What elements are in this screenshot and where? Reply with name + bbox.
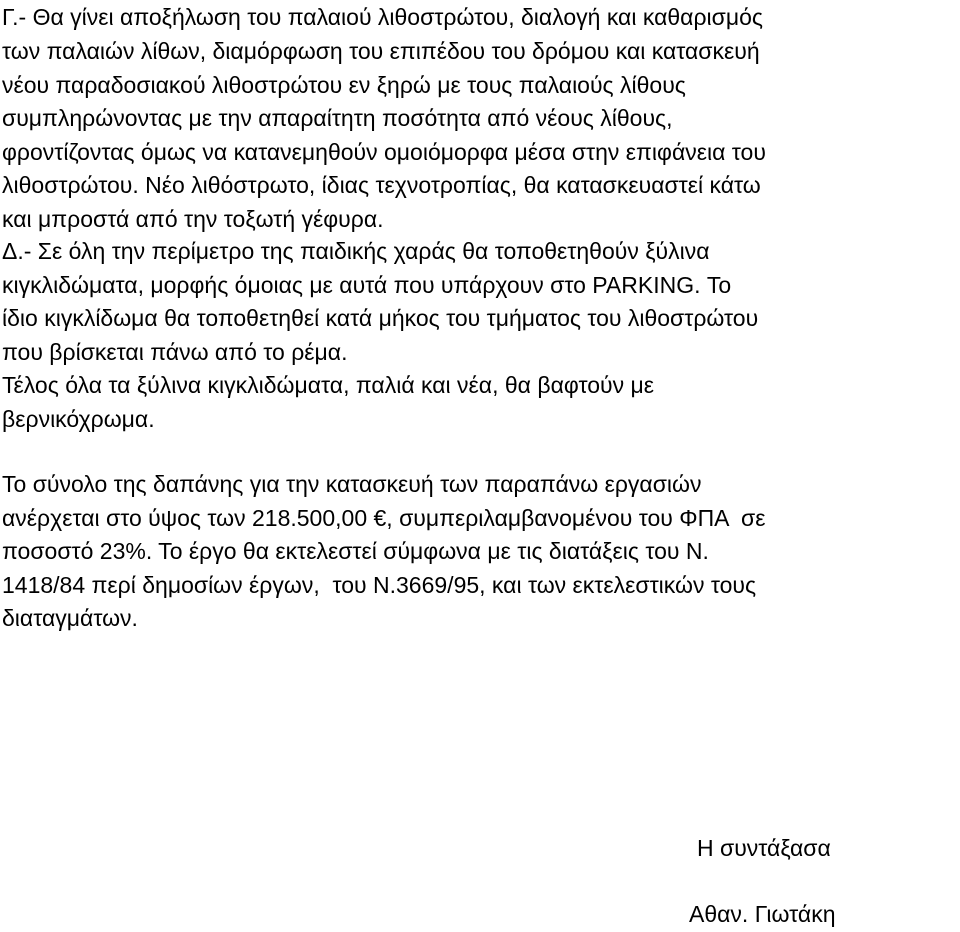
signature-role: Η συντάξασα bbox=[697, 835, 831, 861]
text-line: διαταγμάτων. bbox=[2, 605, 138, 631]
text-line: νέου παραδοσιακού λιθοστρώτου εν ξηρώ με τους παλαιούς λίθους bbox=[2, 72, 686, 98]
text-line: ανέρχεται στο ύψος των 218.500,00 €, συμπεριλαμβανομένου του ΦΠΑ σε bbox=[2, 505, 766, 531]
text-line: λιθοστρώτου. Νέο λιθόστρωτο, ίδιας τεχνοτροπίας, θα κατασκευαστεί κάτω bbox=[2, 172, 761, 198]
text-line: φροντίζοντας όμως να κατανεμηθούν ομοιόμορφα μέσα στην επιφάνεια του bbox=[2, 139, 766, 165]
text-line: κιγκλιδώματα, μορφής όμοιας με αυτά που υπάρχουν στο PARKING. Το bbox=[2, 272, 732, 298]
text-line: βερνικόχρωμα. bbox=[2, 406, 155, 432]
text-line: και μπροστά από την τοξωτή γέφυρα. bbox=[2, 206, 384, 232]
text-line: Το σύνολο της δαπάνης για την κατασκευή των παραπάνω εργασιών bbox=[2, 471, 702, 497]
signature-name: Αθαν. Γιωτάκη bbox=[689, 901, 836, 927]
text-line: Δ.- Σε όλη την περίμετρο της παιδικής χαράς θα τοποθετηθούν ξύλινα bbox=[2, 238, 710, 264]
text-line: ποσοστό 23%. Το έργο θα εκτελεστεί σύμφωνα με τις διατάξεις του Ν. bbox=[2, 538, 709, 564]
text-line: Γ.- Θα γίνει αποξήλωση του παλαιού λιθοστρώτου, διαλογή και καθαρισμός bbox=[2, 4, 763, 30]
text-line: ίδιο κιγκλίδωμα θα τοποθετηθεί κατά μήκος του τμήματος του λιθοστρώτου bbox=[2, 305, 759, 331]
text-line: 1418/84 περί δημοσίων έργων, του Ν.3669/95, και των εκτελεστικών τους bbox=[2, 572, 757, 598]
text-line: των παλαιών λίθων, διαμόρφωση του επιπέδου του δρόμου και κατασκευή bbox=[2, 38, 760, 64]
text-line: Τέλος όλα τα ξύλινα κιγκλιδώματα, παλιά και νέα, θα βαφτούν με bbox=[2, 372, 654, 398]
text-line: που βρίσκεται πάνω από το ρέμα. bbox=[2, 339, 348, 365]
text-line: συμπληρώνοντας με την απαραίτητη ποσότητα από νέους λίθους, bbox=[2, 105, 673, 131]
